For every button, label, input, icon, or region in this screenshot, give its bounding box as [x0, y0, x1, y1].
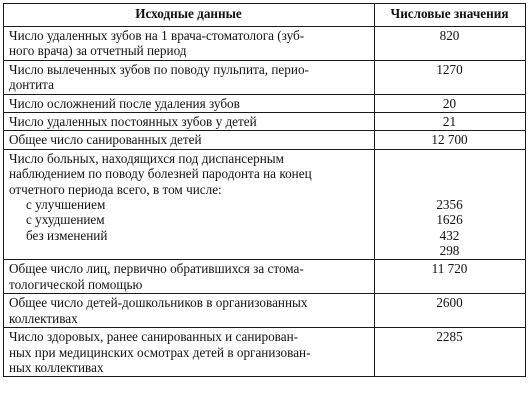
row-value: 21: [375, 113, 526, 131]
row-value: 820: [375, 27, 526, 61]
row-description: [4, 113, 375, 131]
row-description: [4, 260, 375, 294]
description-line: коллективах: [9, 310, 78, 326]
row-description: [4, 27, 375, 61]
table-row: [4, 294, 526, 328]
description-line: ного врача) за отчетный период: [9, 43, 187, 59]
description-line: Число вылеченных зубов по поводу пульпита, перио-: [9, 61, 309, 77]
row-value: 1270: [375, 60, 526, 94]
row-description: [4, 149, 375, 260]
spacer: [380, 151, 519, 197]
description-line: Число удаленных зубов на 1 врача-стоматолога (зуб-: [9, 28, 305, 43]
header-source-data: Исходные данные: [4, 4, 375, 27]
description-line: ных коллективах: [9, 359, 104, 375]
sub-item-value: 1626: [436, 212, 463, 228]
description-line: отчетного периода всего, в том числе:: [9, 181, 222, 197]
sub-item-label: без изменений: [26, 227, 108, 243]
table-row: [4, 113, 526, 131]
table-row: [4, 328, 526, 377]
description-line: Общее число лиц, первично обратившихся за стома-: [9, 261, 304, 277]
row-value: 2356: [436, 196, 463, 212]
table-row: [4, 131, 526, 149]
description-line: Число удаленных постоянных зубов у детей: [9, 114, 257, 130]
row-value: 12 700: [375, 131, 526, 149]
description-line: Общее число детей-дошкольников в организованных: [9, 295, 308, 311]
data-table: [3, 3, 526, 377]
table-row: [4, 60, 526, 94]
description-line: ных при медицинских осмотрах детей в организован-: [9, 344, 311, 360]
description-line: наблюдением по поводу болезней пародонта на конец: [9, 166, 312, 182]
table-row: [4, 94, 526, 112]
table-row: [4, 260, 526, 294]
sub-item-value: 432: [439, 227, 460, 243]
row-value: 2285: [375, 328, 526, 377]
description-line: тологической помощью: [9, 276, 143, 292]
description-line: Число больных, находящихся под диспансерным: [9, 150, 285, 166]
row-description: [4, 328, 375, 377]
table-row: [4, 27, 526, 61]
description-line: Число осложнений после удаления зубов: [9, 95, 240, 111]
row-value: 11 720: [375, 260, 526, 294]
header-row: [4, 4, 526, 27]
header-numeric-values: Числовые значения: [375, 4, 526, 27]
row-description: [4, 294, 375, 328]
description-line: Число здоровых, ранее санированных и санирован-: [9, 329, 299, 345]
row-value-group: [375, 149, 526, 260]
row-value: 20: [375, 94, 526, 112]
row-description: [4, 94, 375, 112]
row-value: 2600: [375, 294, 526, 328]
sub-item-label: с ухудшением: [26, 212, 105, 228]
description-line: Общее число санированных детей: [9, 132, 202, 148]
row-description: [4, 60, 375, 94]
row-description: [4, 131, 375, 149]
description-line: донтита: [9, 77, 54, 93]
table-row: [4, 149, 526, 260]
sub-item-value: 298: [439, 243, 460, 259]
sub-item-label: с улучшением: [26, 197, 106, 213]
